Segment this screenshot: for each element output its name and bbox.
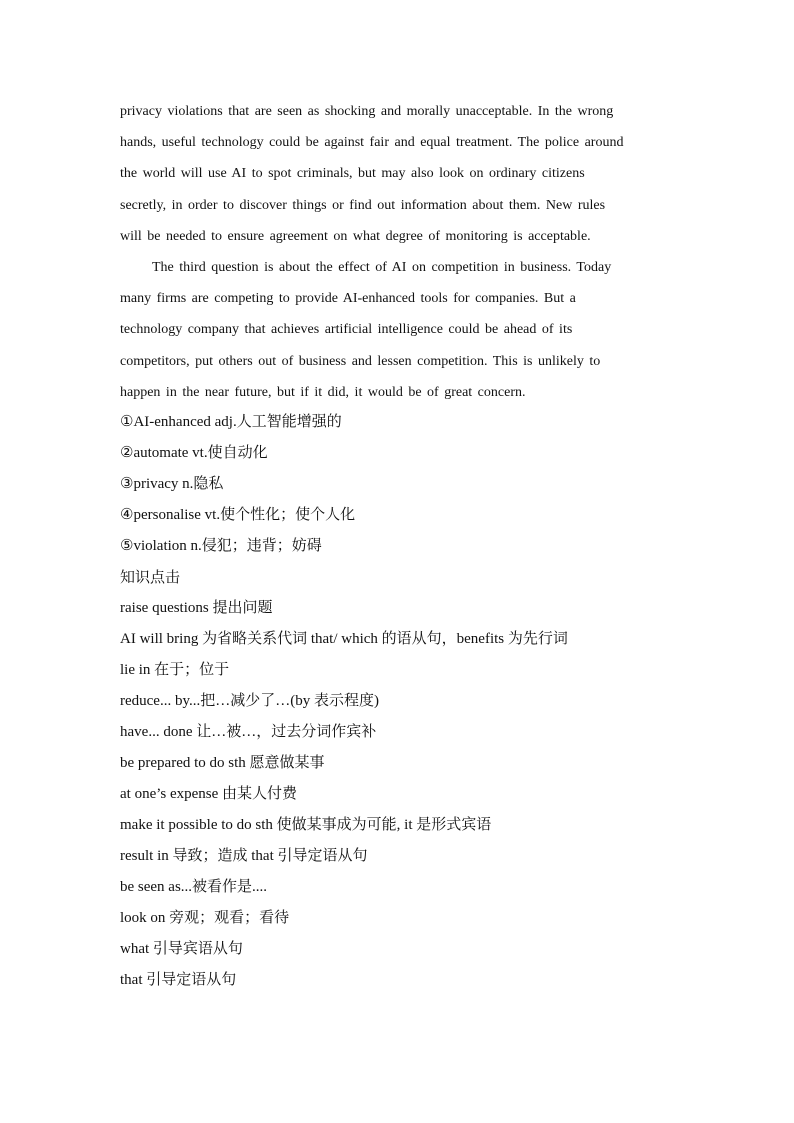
paragraph-line: will be needed to ensure agreement on what degree of monitoring is acceptable. <box>120 228 591 244</box>
paragraph-privacy <box>120 96 680 252</box>
knowledge-point: AI will bring 为省略关系代词 that/ which 的语从句，benefits 为先行词 <box>120 631 568 647</box>
glossary-item: ⑤violation n.侵犯；违背；妨碍 <box>120 538 322 554</box>
knowledge-point: what 引导宾语从句 <box>120 941 243 957</box>
paragraph-line: competitors, put others out of business and lessen competition. This is unlikely to <box>120 353 601 369</box>
knowledge-point: look on 旁观；观看；看待 <box>120 910 290 926</box>
paragraph-line: The third question is about the effect of AI on competition in business. Today <box>152 260 612 275</box>
knowledge-point: have... done 让…被…，过去分词作宾补 <box>120 724 377 740</box>
knowledge-point: be prepared to do sth 愿意做某事 <box>120 755 325 771</box>
paragraph-line: privacy violations that are seen as shocking and morally unacceptable. In the wrong <box>120 104 614 119</box>
glossary-item: ④personalise vt.使个性化；使个人化 <box>120 507 356 523</box>
paragraph-line: hands, useful technology could be against fair and equal treatment. The police around <box>120 135 624 151</box>
knowledge-point: lie in 在于；位于 <box>120 662 230 678</box>
paragraph-competition <box>120 252 680 408</box>
glossary-item: ③privacy n.隐私 <box>120 476 224 492</box>
knowledge-point: raise questions 提出问题 <box>120 600 273 616</box>
knowledge-point: reduce... by...把…减少了…(by 表示程度) <box>120 693 379 709</box>
knowledge-point: that 引导定语从句 <box>120 972 237 988</box>
paragraph-line: happen in the near future, but if it did, it would be of great concern. <box>120 384 526 400</box>
knowledge-point: make it possible to do sth 使做某事成为可能, it 是形式宾语 <box>120 817 492 833</box>
paragraph-line: the world will use AI to spot criminals, but may also look on ordinary citizens <box>120 166 585 182</box>
knowledge-point: be seen as...被看作是.... <box>120 879 268 895</box>
notes-section <box>120 407 680 996</box>
glossary-item: ①AI-enhanced adj.人工智能增强的 <box>120 414 342 430</box>
knowledge-point: result in 导致；造成 that 引导定语从句 <box>120 848 368 864</box>
knowledge-heading: 知识点击 <box>120 568 181 586</box>
paragraph-line: secretly, in order to discover things or find out information about them. New rules <box>120 197 606 213</box>
glossary-item: ②automate vt.使自动化 <box>120 445 268 461</box>
paragraph-line: technology company that achieves artificial intelligence could be ahead of its <box>120 322 573 338</box>
knowledge-point: at one’s expense 由某人付费 <box>120 786 298 802</box>
paragraph-line: many firms are competing to provide AI-enhanced tools for companies. But a <box>120 291 576 307</box>
